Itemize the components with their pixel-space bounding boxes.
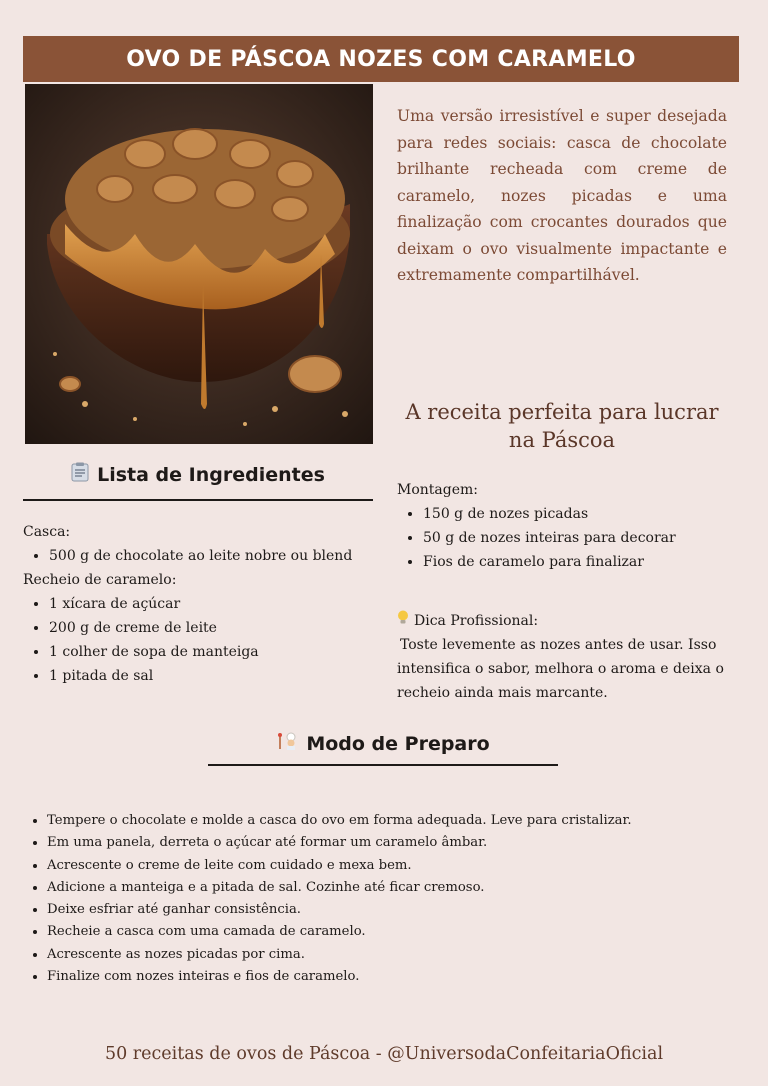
- step-item: • Finalize com nozes inteiras e fios de caramelo.: [47, 966, 723, 988]
- tip-section: [397, 609, 727, 705]
- preparo-heading: [208, 732, 558, 755]
- casca-label: Casca:: [23, 524, 71, 540]
- ingredients-heading: [23, 462, 373, 487]
- ingredients-list: [23, 520, 383, 688]
- page-title: OVO DE PÁSCOA NOZES COM CARAMELO: [126, 46, 636, 72]
- list-item: • 1 pitada de sal: [49, 664, 383, 688]
- tip-title-row: [397, 609, 727, 633]
- subheading: A receita perfeita para lucrar na Páscoa: [405, 400, 719, 452]
- preparo-steps: [23, 810, 723, 988]
- intro-text: Uma versão irresistível e super desejada para redes sociais: casca de chocolate brilhante recheada com creme de caramelo, nozes picadas e uma finalização com crocantes dourados que deixam o ovo visualmente impactante e extremamente compartilhável.: [397, 107, 727, 284]
- casca-items: [23, 544, 383, 568]
- list-item: • 1 xícara de açúcar: [49, 592, 383, 616]
- step-item: • Deixe esfriar até ganhar consistência.: [47, 899, 723, 921]
- step-item: • Recheie a casca com uma camada de caramelo.: [47, 921, 723, 943]
- list-item: • Fios de caramelo para finalizar: [423, 550, 727, 574]
- preparo-heading-label: Modo de Preparo: [306, 732, 490, 755]
- step-item: • Em uma panela, derreta o açúcar até formar um caramelo âmbar.: [47, 832, 723, 854]
- step-item: • Acrescente o creme de leite com cuidado e mexa bem.: [47, 855, 723, 877]
- clipboard-icon: [71, 462, 89, 487]
- tip-title: Dica Profissional:: [414, 613, 539, 629]
- montagem-label: Montagem:: [397, 482, 478, 498]
- montagem-items: [397, 502, 727, 574]
- step-item: • Tempere o chocolate e molde a casca do ovo em forma adequada. Leve para cristalizar.: [47, 810, 723, 832]
- step-item: • Adicione a manteiga e a pitada de sal. Cozinhe até ficar cremoso.: [47, 877, 723, 899]
- list-item: • 500 g de chocolate ao leite nobre ou blend: [49, 544, 383, 568]
- title-bar: [23, 36, 739, 82]
- montagem-section: [397, 478, 727, 574]
- lightbulb-icon: [397, 609, 409, 633]
- list-item: • 1 colher de sopa de manteiga: [49, 640, 383, 664]
- recheio-items: [23, 592, 383, 688]
- ingredients-heading-label: Lista de Ingredientes: [97, 463, 325, 486]
- tip-text: Toste levemente as nozes antes de usar. Isso intensifica o sabor, melhora o aroma e deixa o recheio ainda mais marcante.: [397, 637, 724, 701]
- footer: 50 receitas de ovos de Páscoa - @UniversodaConfeitariaOficial: [104, 1044, 664, 1064]
- list-item: • 200 g de creme de leite: [49, 616, 383, 640]
- chef-icon: [276, 732, 298, 755]
- egg-photo: [25, 84, 373, 444]
- recheio-label: Recheio de caramelo:: [23, 572, 177, 588]
- list-item: • 150 g de nozes picadas: [423, 502, 727, 526]
- list-item: • 50 g de nozes inteiras para decorar: [423, 526, 727, 550]
- ingredients-divider: [23, 499, 373, 501]
- preparo-divider: [208, 764, 558, 766]
- step-item: • Acrescente as nozes picadas por cima.: [47, 944, 723, 966]
